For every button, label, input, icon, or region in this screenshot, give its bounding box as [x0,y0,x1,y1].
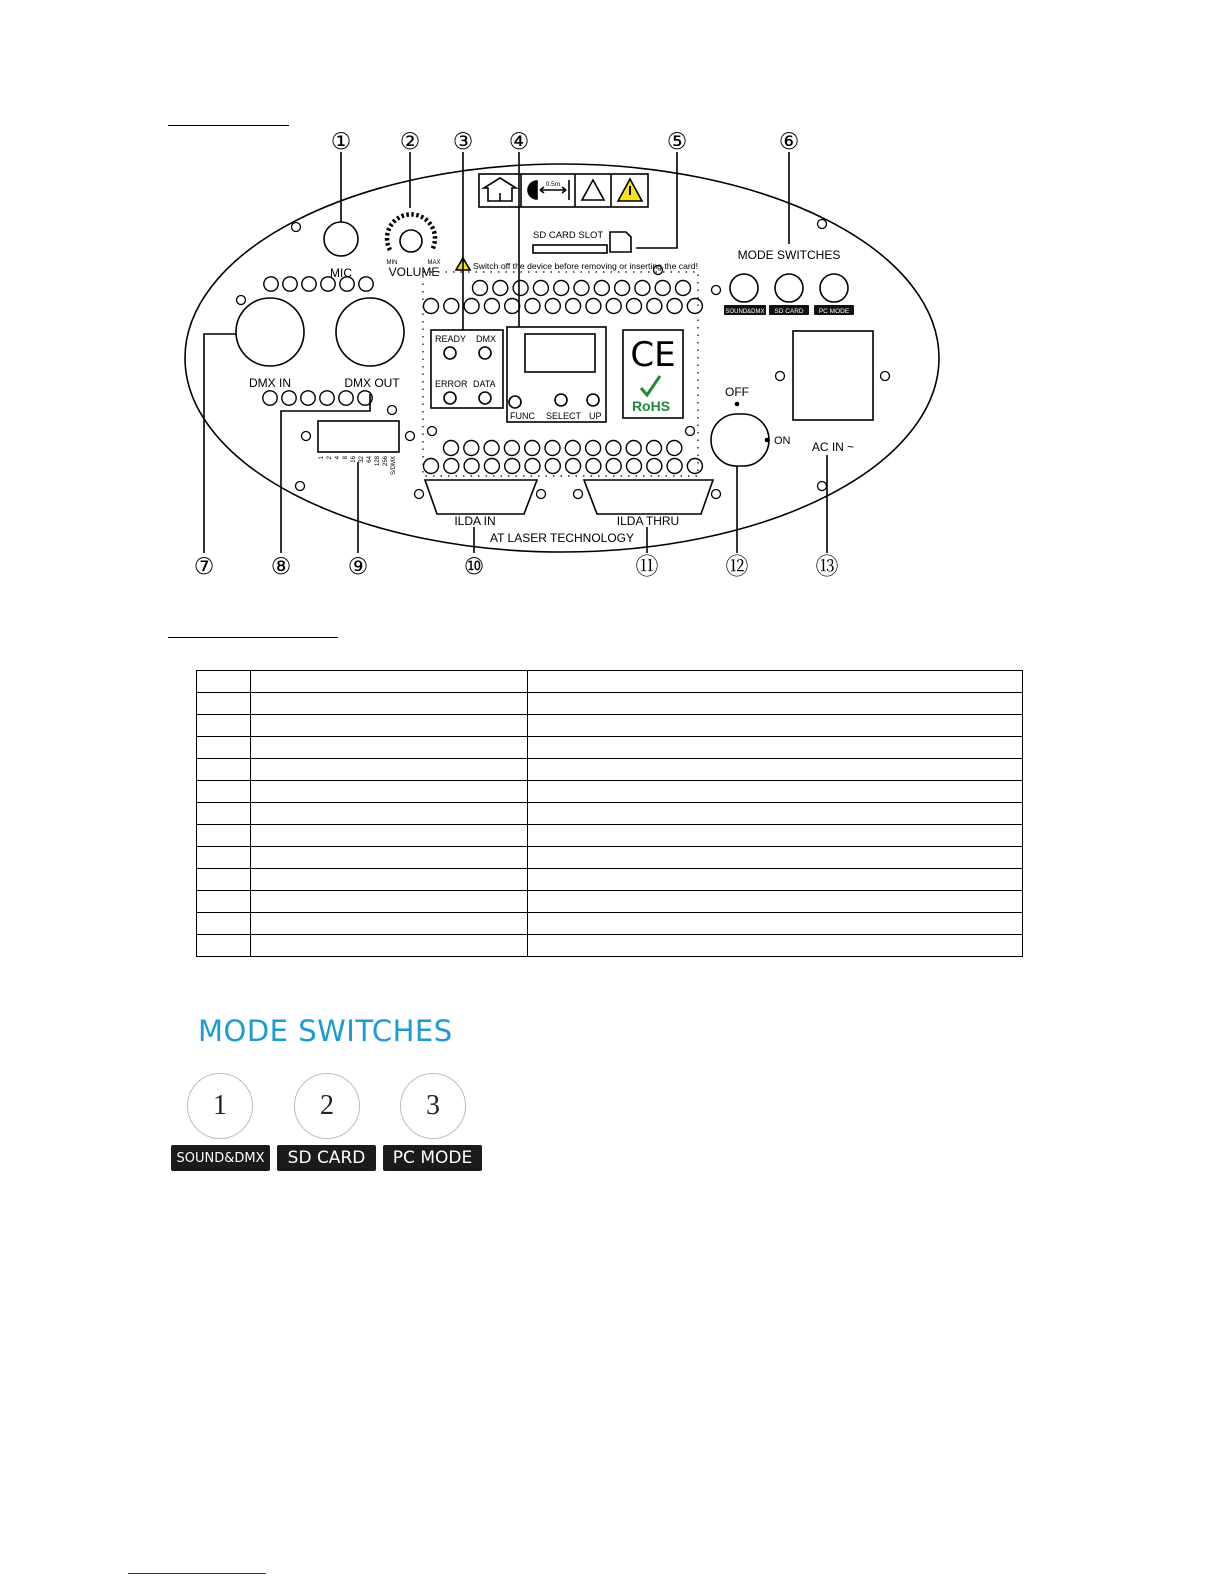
up-button [587,394,599,406]
sound-dmx-label: SOUND&DMX [171,1145,270,1171]
table-row [197,935,1023,957]
pc-mode-label: PC MODE [383,1145,482,1171]
table-row [197,847,1023,869]
table-cell [251,935,528,957]
vent-hole [606,299,621,314]
table-cell [197,847,251,869]
vent-hole [676,281,691,296]
table-cell [251,803,528,825]
vent-hole [647,441,662,456]
table-row [197,715,1023,737]
vent-hole [565,441,580,456]
mode-switch-2[interactable]: 2 [294,1073,360,1139]
callout-7: ⑦ [193,554,215,580]
rohs-mark: RoHS [631,398,671,414]
vent-hole [626,441,641,456]
dmx-in-label: DMX IN [249,376,291,390]
table-cell [528,803,1023,825]
vent-hole [525,441,540,456]
dmx-out-label: DMX OUT [344,376,400,390]
mode-switches-label: MODE SWITCHES [737,248,841,262]
table-cell [528,759,1023,781]
vent-hole [264,277,278,291]
vent-hole [533,281,548,296]
vent-hole [320,391,334,405]
table-cell [197,671,251,693]
vent-hole [667,441,682,456]
ilda-in-label: ILDA IN [454,514,496,528]
vent-hole [302,277,316,291]
table-row [197,803,1023,825]
sd-card-slot-label: SD CARD SLOT [533,230,604,241]
volume-min-label: MIN [386,260,398,266]
table-cell [197,737,251,759]
callout-6: ⑥ [778,129,800,155]
vent-hole [594,281,609,296]
callout-10: ⑩ [463,554,485,580]
ready-label: READY [435,334,467,344]
table-cell [528,869,1023,891]
table-row [197,759,1023,781]
vent-hole [545,441,560,456]
card-warning-text: Switch off the device before removing or inserting the card! [473,262,698,271]
vent-hole [484,459,499,474]
vent-hole [359,277,373,291]
dip-value-label: 128 [375,456,381,467]
table-cell [251,737,528,759]
table-cell [197,825,251,847]
vent-hole [493,281,508,296]
table-cell [197,935,251,957]
table-cell [197,891,251,913]
vent-hole [513,281,528,296]
vent-hole [566,459,581,474]
error-label: ERROR [435,379,468,389]
vent-hole [464,441,479,456]
table-cell [528,825,1023,847]
house-icon [484,178,516,201]
table-cell [528,715,1023,737]
func-button [509,396,521,408]
dip-value-label: 32 [359,456,365,463]
table-cell [251,869,528,891]
table-cell [528,693,1023,715]
table-cell [251,715,528,737]
ilda-thru-label: ILDA THRU [616,514,680,528]
mic-label: MIC [330,266,352,280]
vent-hole [484,441,499,456]
vent-hole [667,299,682,314]
table-row [197,825,1023,847]
ac-socket [793,331,873,420]
up-label: UP [589,411,602,421]
vent-hole [283,277,297,291]
dip-value-label: 8 [343,456,349,460]
callout-8: ⑧ [270,554,292,580]
vent-hole [263,391,277,405]
vent-hole [424,299,439,314]
table-cell [251,781,528,803]
table-cell [528,913,1023,935]
ilda-in-connector [425,480,537,514]
laser-warning-icon [582,180,604,200]
mic-jack [324,222,358,256]
ilda-thru-connector [584,480,713,514]
power-switch [711,414,769,466]
table-cell [197,715,251,737]
sd-card-slot [533,245,607,253]
table-cell [197,781,251,803]
vent-hole [655,281,670,296]
control-panel-box [507,327,606,422]
vent-hole [444,299,459,314]
mode-switches-title: MODE SWITCHES [198,1014,453,1048]
table-cell [197,759,251,781]
vent-hole [545,299,560,314]
mode-switch-3[interactable]: 3 [400,1073,466,1139]
dip-value-label: 64 [367,456,373,463]
vent-hole [687,299,702,314]
table-cell [251,847,528,869]
table-row [197,737,1023,759]
vent-hole [606,441,621,456]
dmx-out-connector [336,298,404,366]
table-cell [251,825,528,847]
dmx-led-label: DMX [476,334,496,344]
table-row [197,693,1023,715]
table-cell [528,737,1023,759]
dip-value-label: 2 [327,456,333,460]
vent-hole [525,299,540,314]
rear-panel-diagram [0,0,1225,640]
select-label: SELECT [546,411,582,421]
vent-hole [554,281,569,296]
pc-mode-small-label: PC MODE [818,308,850,315]
callout-9: ⑨ [347,554,369,580]
vent-hole [627,299,642,314]
table-row [197,781,1023,803]
vent-hole [444,459,459,474]
table-cell [251,693,528,715]
vent-hole [444,441,459,456]
callout-13: ⑬ [815,554,839,580]
vent-hole [615,281,630,296]
select-button [555,394,567,406]
volume-max-label: MAX [427,260,441,266]
data-label: DATA [473,379,496,389]
vent-hole [545,459,560,474]
table-cell [197,693,251,715]
distance-label: 0.5m [545,181,561,188]
volume-knob [400,230,422,252]
dip-value-label: S/DMX [391,456,397,476]
vent-hole [606,459,621,474]
vent-hole [464,299,479,314]
lcd-display [525,334,595,372]
dip-switch [318,421,399,452]
table-cell [251,913,528,935]
pc-mode-switch [820,274,848,302]
table-row [197,913,1023,935]
rohs-check-icon [641,376,660,395]
vent-hole [473,281,488,296]
table-row [197,671,1023,693]
vent-hole [586,459,601,474]
sd-card-small-label: SD CARD [774,308,804,315]
vent-hole [586,441,601,456]
ce-mark: CE [630,335,676,375]
callout-12: ⑫ [725,554,749,580]
table-cell [528,671,1023,693]
table-cell [528,847,1023,869]
callout-2: ② [399,129,421,155]
vent-hole [339,391,353,405]
callout-5: ⑤ [666,129,688,155]
vent-hole [687,459,702,474]
vent-hole [647,459,662,474]
ac-in-label: AC IN ~ [811,440,855,454]
table-cell [197,803,251,825]
sd-card-label: SD CARD [277,1145,376,1171]
table-cell [251,759,528,781]
dip-value-label: 1 [319,456,325,460]
table-cell [251,671,528,693]
vent-hole [505,459,520,474]
volume-scale [387,214,435,250]
sd-card-switch [775,274,803,302]
vent-hole [464,459,479,474]
vent-hole [667,459,682,474]
vent-hole [484,299,499,314]
sd-card-icon [610,232,631,252]
vent-hole [301,391,315,405]
vent-hole [627,459,642,474]
table-cell [528,935,1023,957]
vent-hole [574,281,589,296]
dip-value-label: 4 [335,456,341,460]
sound-dmx-switch [730,274,758,302]
vent-hole [505,299,520,314]
vent-hole [504,441,519,456]
on-label: ON [774,435,791,447]
callout-11: ⑪ [635,554,659,580]
callout-1: ① [330,129,352,155]
vent-hole [635,281,650,296]
callout-4: ④ [508,129,530,155]
table-row [197,891,1023,913]
specification-table [196,670,1023,957]
table-cell [197,869,251,891]
dmx-in-connector [236,298,304,366]
dip-value-label: 256 [383,456,389,467]
mode-switch-1[interactable]: 1 [187,1073,253,1139]
vent-hole [424,459,439,474]
vent-hole [647,299,662,314]
laser-aperture-icon [528,181,537,199]
dip-value-label: 16 [351,456,357,463]
vent-hole [586,299,601,314]
vent-hole [282,391,296,405]
table-cell [528,891,1023,913]
vent-hole [525,459,540,474]
sound-dmx-small-label: SOUND&DMX [725,309,765,315]
off-label: OFF [725,385,749,399]
func-label: FUNC [510,411,535,421]
table-row [197,869,1023,891]
footer-link-rule [128,1573,266,1574]
callout-3: ③ [452,129,474,155]
vent-hole [566,299,581,314]
brand-label: AT LASER TECHNOLOGY [489,531,635,545]
table-cell [528,781,1023,803]
volume-label: VOLUME [388,265,440,279]
table-cell [197,913,251,935]
table-cell [251,891,528,913]
